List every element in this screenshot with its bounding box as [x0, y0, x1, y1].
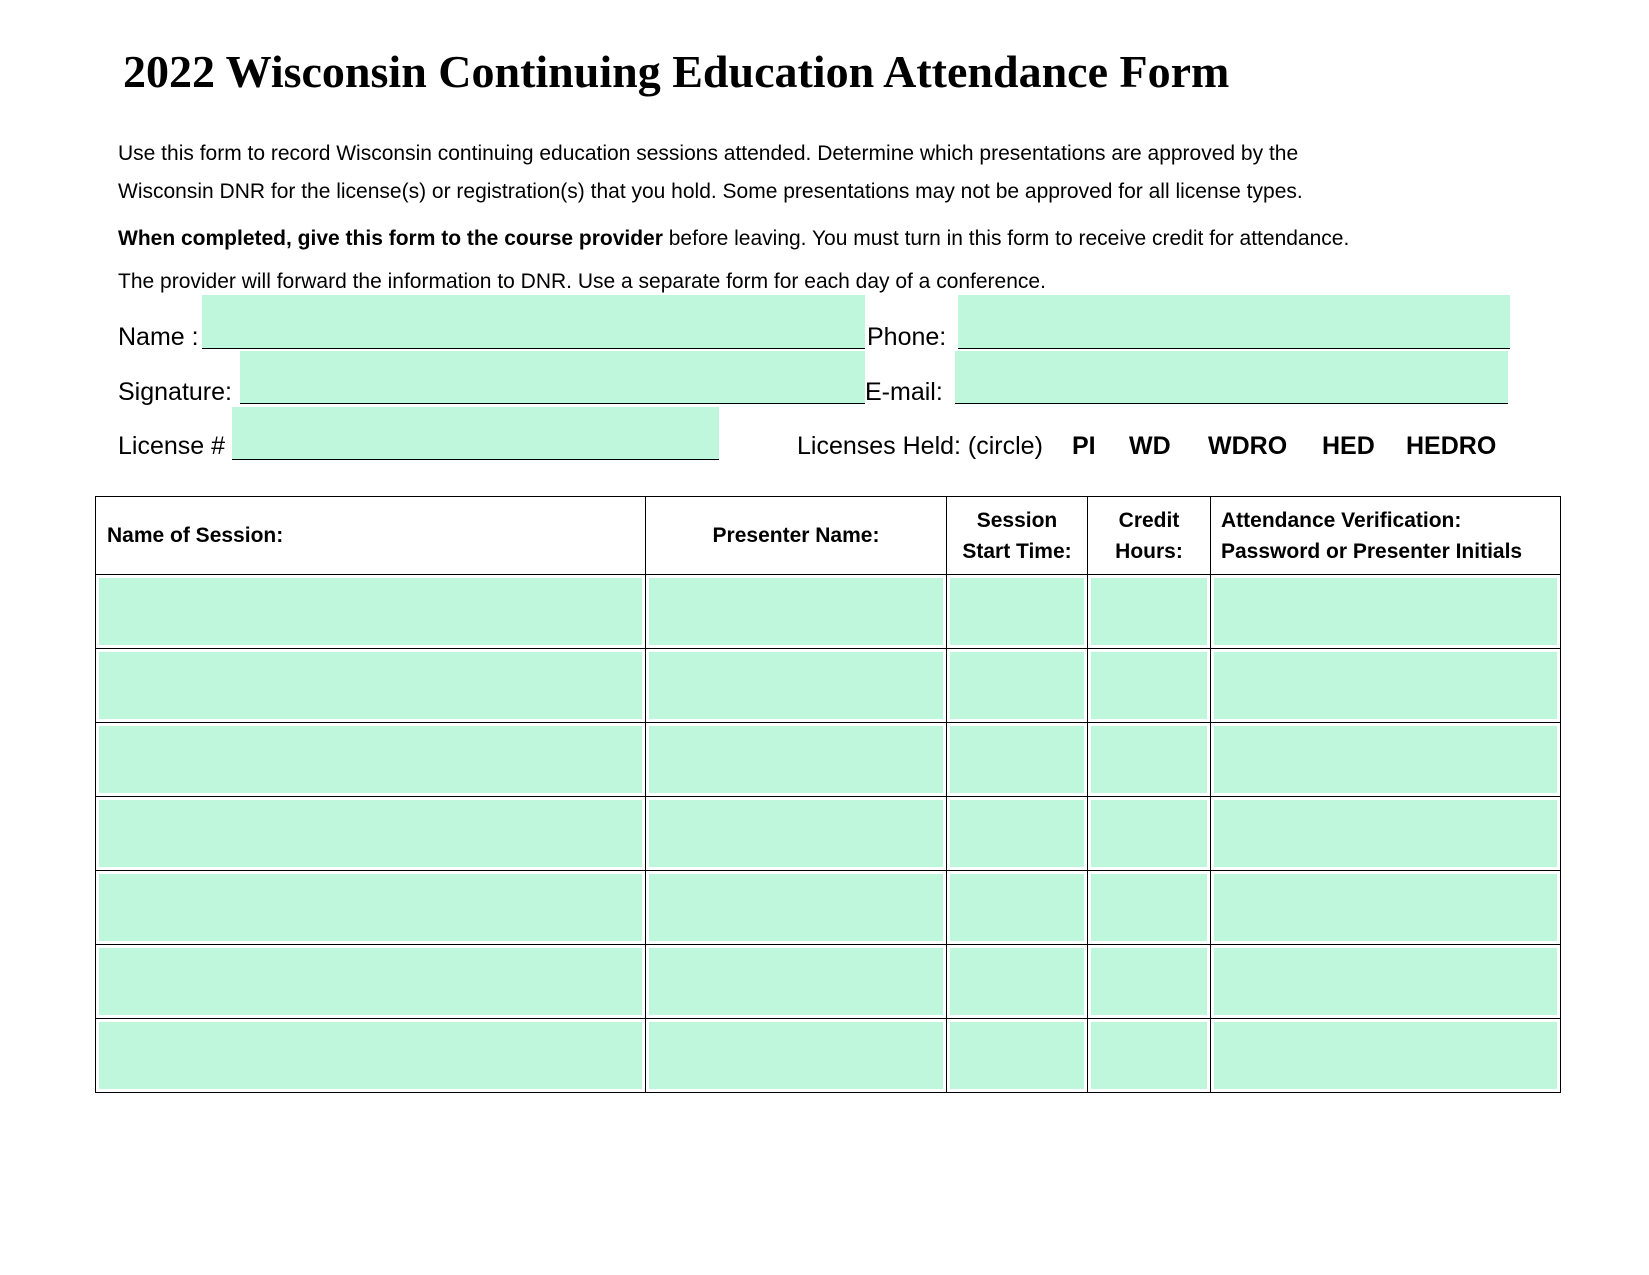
presenter-name-cell: [646, 871, 947, 945]
table-row: [96, 649, 1561, 723]
table-header-row: [96, 497, 1561, 575]
credit-hours-cell: [1088, 797, 1211, 871]
session-name-input[interactable]: [99, 1022, 642, 1089]
session-name-input[interactable]: [99, 800, 642, 867]
session-name-input[interactable]: [99, 726, 642, 793]
sessions-table: [95, 496, 1561, 1093]
credit-hours-input[interactable]: [1091, 874, 1207, 941]
license-option-hedro[interactable]: HEDRO: [1406, 432, 1497, 460]
presenter-name-input[interactable]: [649, 948, 943, 1015]
license-option-pi[interactable]: PI: [1072, 432, 1096, 460]
verification-cell: [1211, 649, 1561, 723]
start-time-cell: [947, 723, 1088, 797]
verification-input[interactable]: [1214, 578, 1557, 645]
email-label: E-mail:: [865, 378, 943, 406]
verification-input[interactable]: [1214, 874, 1557, 941]
phone-field[interactable]: [958, 295, 1510, 349]
start-time-input[interactable]: [950, 726, 1084, 793]
session-name-input[interactable]: [99, 578, 642, 645]
presenter-name-cell: [646, 575, 947, 649]
header-verification-line1: Attendance Verification:: [1221, 508, 1462, 532]
credit-hours-cell: [1088, 1019, 1211, 1093]
verification-input[interactable]: [1214, 1022, 1557, 1089]
session-name-cell: [96, 723, 646, 797]
phone-label: Phone:: [867, 323, 947, 351]
header-session-name: Name of Session:: [96, 497, 646, 575]
license-option-wd[interactable]: WD: [1129, 432, 1171, 460]
table-row: [96, 871, 1561, 945]
credit-hours-cell: [1088, 723, 1211, 797]
presenter-name-cell: [646, 1019, 947, 1093]
verification-cell: [1211, 1019, 1561, 1093]
presenter-name-cell: [646, 649, 947, 723]
presenter-name-cell: [646, 723, 947, 797]
presenter-name-input[interactable]: [649, 874, 943, 941]
verification-cell: [1211, 871, 1561, 945]
header-credit-hours: [1088, 497, 1211, 575]
header-presenter-name: Presenter Name:: [646, 497, 947, 575]
license-label: License #: [118, 432, 226, 460]
session-name-cell: [96, 945, 646, 1019]
session-name-input[interactable]: [99, 948, 642, 1015]
name-label: Name :: [118, 323, 199, 351]
license-option-hed[interactable]: HED: [1322, 432, 1375, 460]
start-time-cell: [947, 945, 1088, 1019]
credit-hours-cell: [1088, 871, 1211, 945]
header-verification-line2: Password or Presenter Initials: [1221, 539, 1523, 563]
start-time-input[interactable]: [950, 800, 1084, 867]
start-time-cell: [947, 575, 1088, 649]
start-time-input[interactable]: [950, 578, 1084, 645]
presenter-name-input[interactable]: [649, 652, 943, 719]
verification-input[interactable]: [1214, 800, 1557, 867]
credit-hours-input[interactable]: [1091, 652, 1207, 719]
start-time-input[interactable]: [950, 652, 1084, 719]
table-row: [96, 797, 1561, 871]
licenses-held-label: Licenses Held: (circle): [797, 432, 1043, 460]
presenter-name-input[interactable]: [649, 800, 943, 867]
email-field[interactable]: [955, 351, 1508, 404]
intro-line-3-rest: before leaving. You must turn in this form to receive credit for attendance.: [662, 227, 1350, 250]
session-name-input[interactable]: [99, 874, 642, 941]
presenter-name-cell: [646, 797, 947, 871]
table-row: [96, 575, 1561, 649]
header-credit-hours-line2: Hours:: [1115, 539, 1183, 563]
verification-input[interactable]: [1214, 652, 1557, 719]
form-title: 2022 Wisconsin Continuing Education Attendance Form: [123, 46, 1230, 97]
header-credit-hours-line1: Credit: [1118, 508, 1180, 532]
verification-input[interactable]: [1214, 948, 1557, 1015]
start-time-input[interactable]: [950, 1022, 1084, 1089]
session-name-cell: [96, 797, 646, 871]
sessions-table-body: [96, 575, 1561, 1093]
credit-hours-cell: [1088, 945, 1211, 1019]
credit-hours-input[interactable]: [1091, 1022, 1207, 1089]
license-option-wdro[interactable]: WDRO: [1208, 432, 1288, 460]
header-start-time: [947, 497, 1088, 575]
verification-cell: [1211, 945, 1561, 1019]
presenter-name-input[interactable]: [649, 726, 943, 793]
verification-cell: [1211, 575, 1561, 649]
start-time-cell: [947, 871, 1088, 945]
presenter-name-cell: [646, 945, 947, 1019]
session-name-cell: [96, 871, 646, 945]
session-name-cell: [96, 575, 646, 649]
credit-hours-input[interactable]: [1091, 578, 1207, 645]
table-row: [96, 945, 1561, 1019]
header-start-time-line1: Session: [976, 508, 1058, 532]
credit-hours-input[interactable]: [1091, 948, 1207, 1015]
credit-hours-input[interactable]: [1091, 800, 1207, 867]
verification-cell: [1211, 797, 1561, 871]
header-start-time-line2: Start Time:: [962, 539, 1072, 563]
intro-line-1: Use this form to record Wisconsin continuing education sessions attended. Determine which presentations are approved by the: [118, 142, 1299, 165]
table-row: [96, 723, 1561, 797]
presenter-name-input[interactable]: [649, 1022, 943, 1089]
start-time-cell: [947, 797, 1088, 871]
table-row: [96, 1019, 1561, 1093]
header-attendance-verification: [1211, 497, 1561, 575]
license-field[interactable]: [232, 407, 719, 460]
credit-hours-input[interactable]: [1091, 726, 1207, 793]
intro-line-4: The provider will forward the information to DNR. Use a separate form for each day of a conference.: [118, 270, 1046, 293]
name-field[interactable]: [202, 295, 865, 349]
verification-input[interactable]: [1214, 726, 1557, 793]
credit-hours-cell: [1088, 575, 1211, 649]
start-time-cell: [947, 1019, 1088, 1093]
session-name-cell: [96, 649, 646, 723]
presenter-name-input[interactable]: [649, 578, 943, 645]
start-time-cell: [947, 649, 1088, 723]
intro-line-2: Wisconsin DNR for the license(s) or registration(s) that you hold. Some presentations may not be approved for all license types.: [118, 180, 1303, 203]
intro-line-3: [118, 220, 1349, 258]
intro-line-3-bold: When completed, give this form to the course provider: [118, 227, 663, 250]
session-name-input[interactable]: [99, 652, 642, 719]
signature-field[interactable]: [240, 351, 865, 404]
credit-hours-cell: [1088, 649, 1211, 723]
session-name-cell: [96, 1019, 646, 1093]
start-time-input[interactable]: [950, 874, 1084, 941]
start-time-input[interactable]: [950, 948, 1084, 1015]
signature-label: Signature:: [118, 378, 232, 406]
verification-cell: [1211, 723, 1561, 797]
